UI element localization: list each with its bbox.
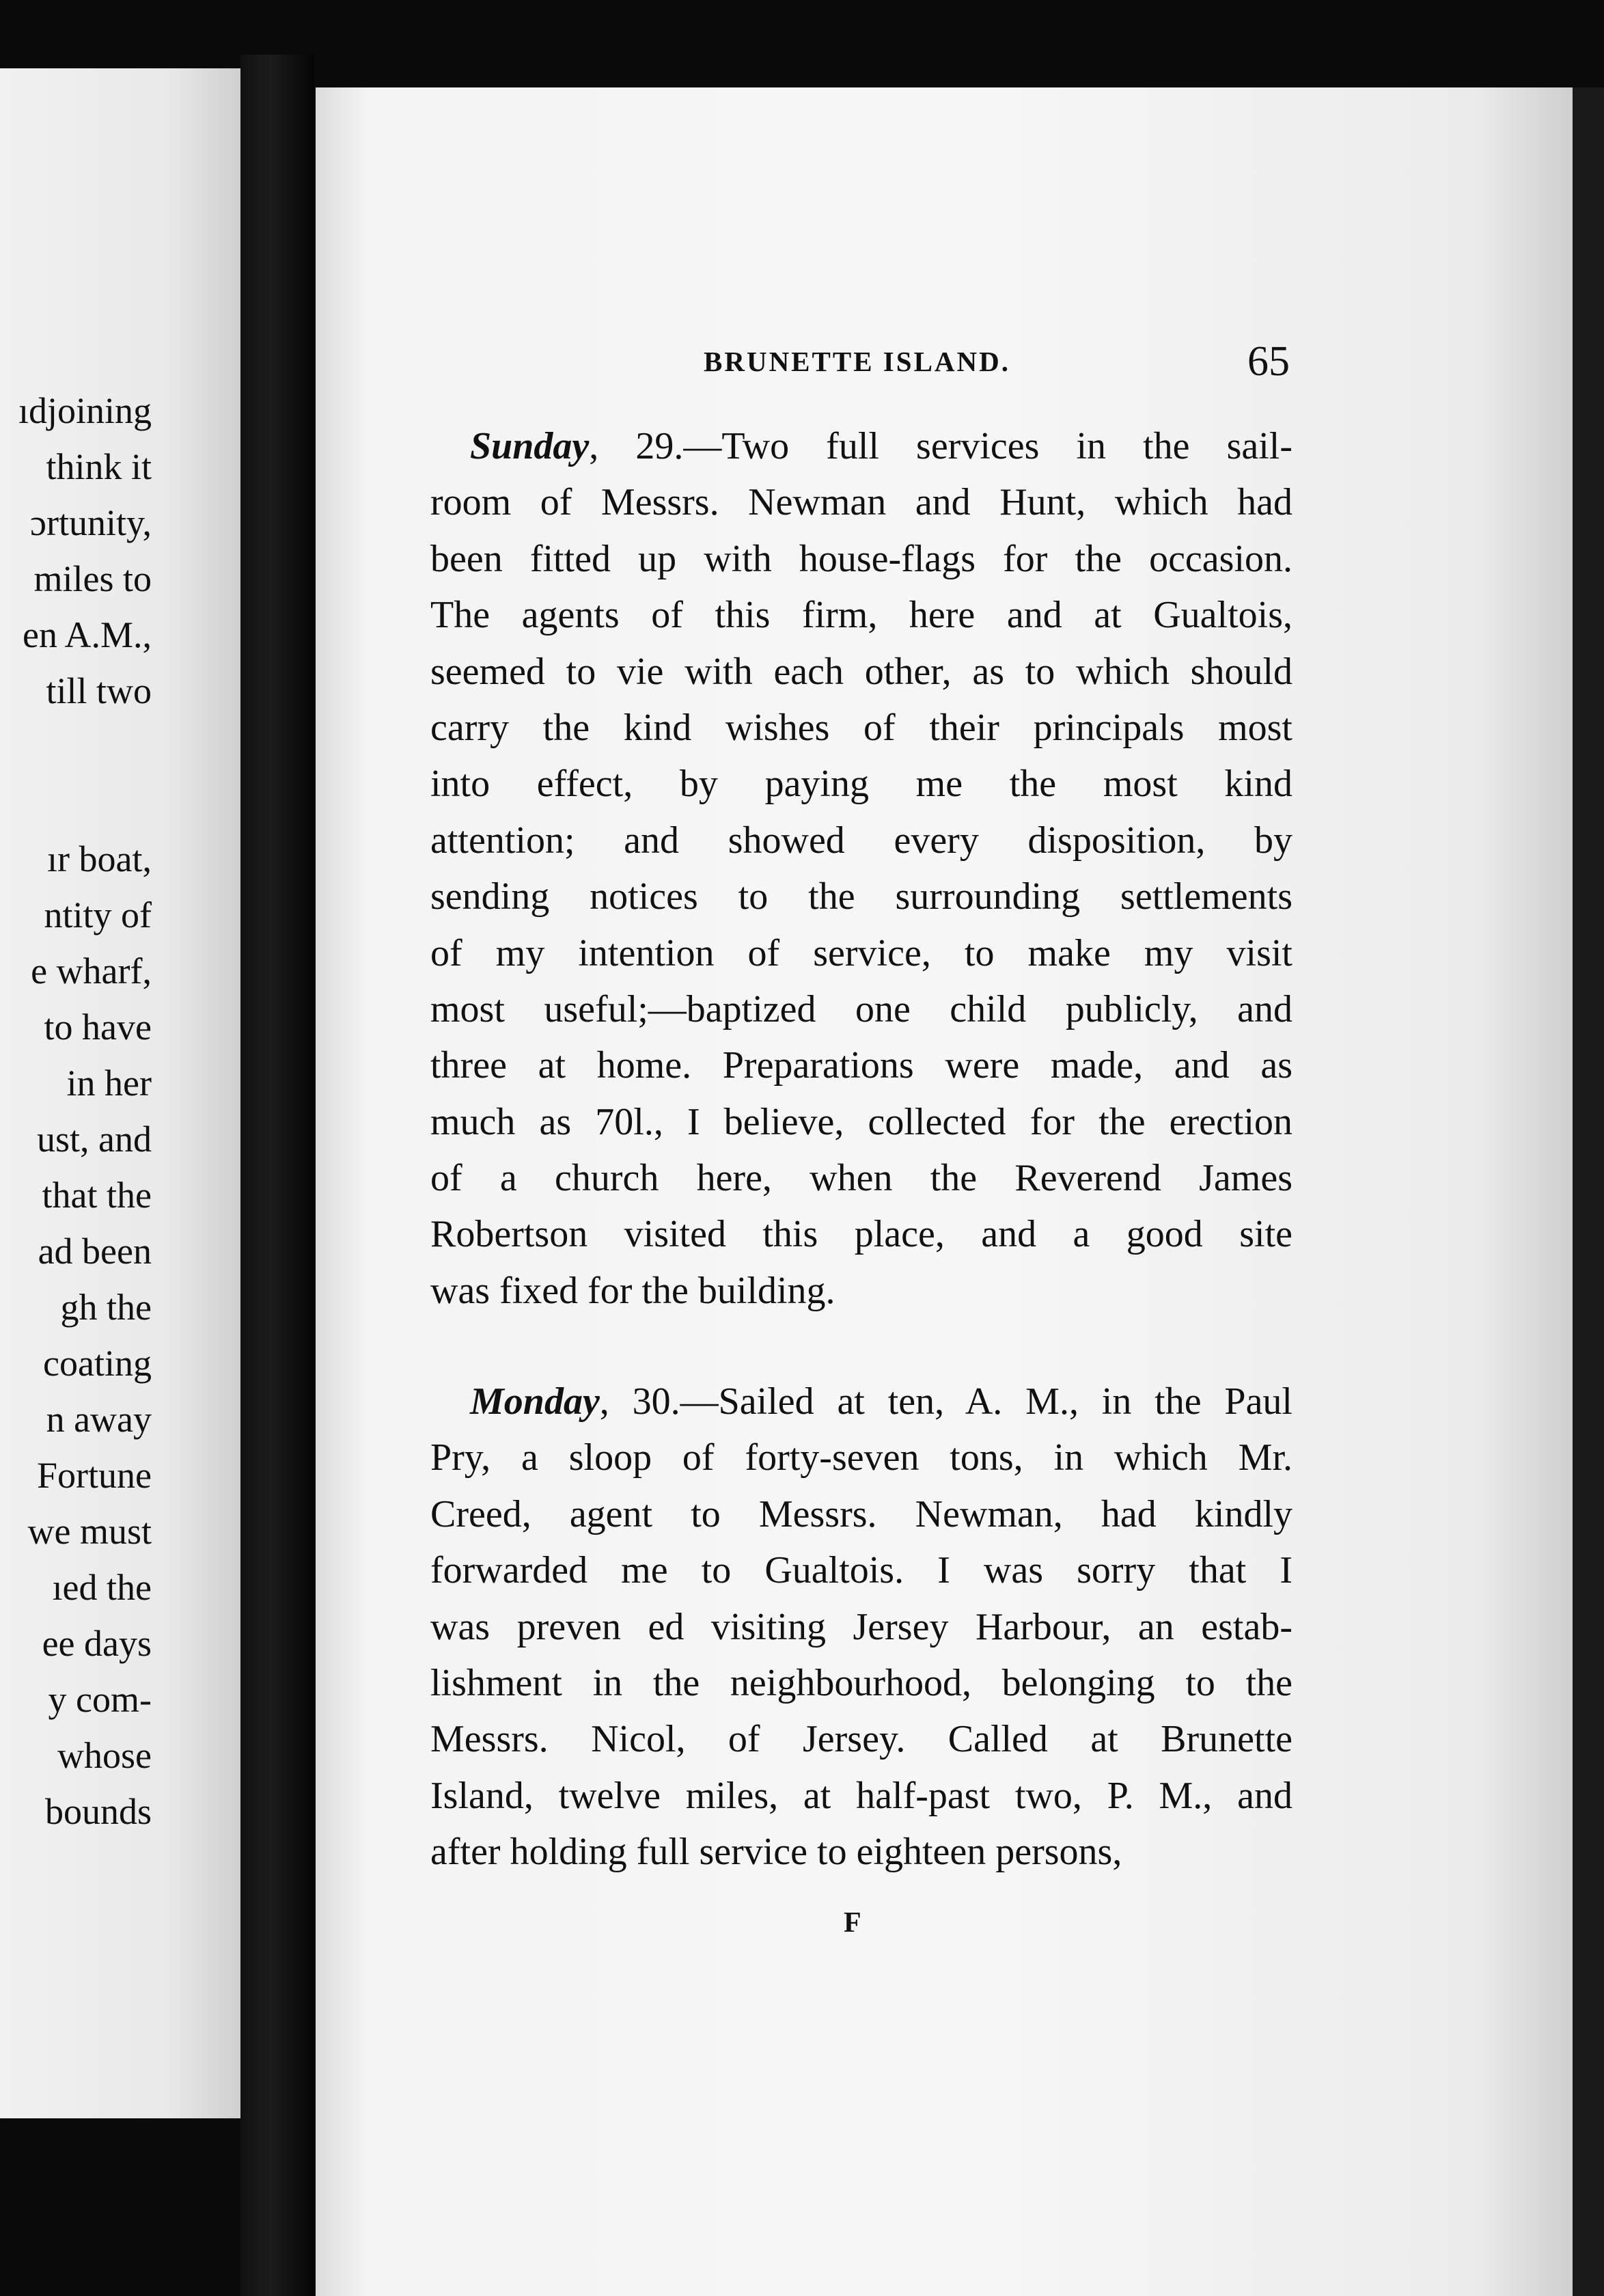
text-line: room of Messrs. Newman and Hunt, which had — [430, 481, 1292, 524]
left-page-line: coating — [43, 1343, 152, 1384]
left-page-line: ad been — [38, 1231, 152, 1272]
date-lead: Sunday — [470, 425, 590, 467]
left-page-line: ee days — [42, 1623, 152, 1664]
text-line: Island, twelve miles, at half-past two, P. M., and — [430, 1774, 1292, 1817]
left-page-line: that the — [42, 1175, 152, 1216]
page-number: 65 — [1247, 338, 1290, 385]
text-line: carry the kind wishes of their principals most — [430, 706, 1292, 749]
left-page-line: ntity of — [44, 894, 152, 935]
left-page-line: gh the — [60, 1287, 152, 1328]
left-page-line: ıed the — [52, 1567, 152, 1608]
left-page-line: e wharf, — [31, 951, 152, 992]
left-page-line: ɔrtunity, — [30, 502, 152, 543]
paragraph-sunday — [430, 418, 1292, 1319]
line-text: , 29.—Two full services in the sail- — [589, 425, 1292, 467]
text-line: three at home. Preparations were made, and as — [430, 1044, 1292, 1087]
text-line: most useful;—baptized one child publicly, and — [430, 987, 1292, 1030]
left-page-line: in her — [66, 1063, 152, 1104]
text-line: after holding full service to eighteen persons, — [430, 1831, 1122, 1874]
left-page-line: en A.M., — [23, 614, 152, 655]
text-line: sending notices to the surrounding settlements — [430, 875, 1292, 918]
left-page-line: n away — [46, 1399, 152, 1440]
text-line: was preven ed visiting Jersey Harbour, an estab- — [430, 1605, 1292, 1648]
left-page-line: till two — [46, 670, 152, 711]
left-page-line: ır boat, — [47, 838, 152, 879]
text-line: much as 70l., I believe, collected for the erection — [430, 1100, 1292, 1143]
left-page-line: bounds — [44, 1791, 152, 1832]
text-line: Creed, agent to Messrs. Newman, had kindly — [430, 1492, 1292, 1535]
text-line: seemed to vie with each other, as to which should — [430, 650, 1292, 693]
page-edge — [1573, 87, 1604, 2296]
running-title: BRUNETTE ISLAND. — [704, 346, 1010, 377]
text-line: The agents of this firm, here and at Gualtois, — [430, 594, 1292, 637]
left-page-line: whose — [57, 1735, 152, 1776]
previous-page-fragment — [0, 68, 240, 2118]
left-page-line: to have — [44, 1007, 152, 1048]
text-line: of a church here, when the Reverend James — [430, 1157, 1292, 1200]
left-page-line: think it — [46, 446, 152, 487]
text-line: forwarded me to Gualtois. I was sorry that I — [430, 1549, 1292, 1592]
text-line: Messrs. Nicol, of Jersey. Called at Brunette — [430, 1718, 1292, 1761]
signature-mark: F — [844, 1907, 861, 1939]
text-line: was fixed for the building. — [430, 1269, 835, 1312]
text-line — [430, 1374, 1292, 1430]
text-line: into effect, by paying me the most kind — [430, 763, 1292, 806]
text-line: attention; and showed every disposition, by — [430, 819, 1292, 862]
line-text: , 30.—Sailed at ten, A. M., in the Paul — [599, 1380, 1292, 1423]
text-line: been fitted up with house-flags for the occasion. — [430, 537, 1292, 580]
date-lead: Monday — [470, 1380, 600, 1423]
text-line — [430, 418, 1292, 474]
paragraph-monday — [430, 1374, 1292, 1881]
left-page-line: miles to — [33, 558, 152, 599]
left-page-line: y com- — [48, 1679, 152, 1720]
book-gutter — [240, 55, 314, 2296]
left-page-line: ıdjoining — [18, 390, 152, 431]
left-page-line: we must — [27, 1511, 152, 1552]
text-line: of my intention of service, to make my visit — [430, 931, 1292, 974]
left-page-line: Fortune — [37, 1455, 152, 1496]
left-page-line: ust, and — [37, 1119, 152, 1160]
text-line: Pry, a sloop of forty-seven tons, in which Mr. — [430, 1436, 1292, 1479]
text-line: lishment in the neighbourhood, belonging to the — [430, 1661, 1292, 1704]
text-line: Robertson visited this place, and a good site — [430, 1213, 1292, 1256]
